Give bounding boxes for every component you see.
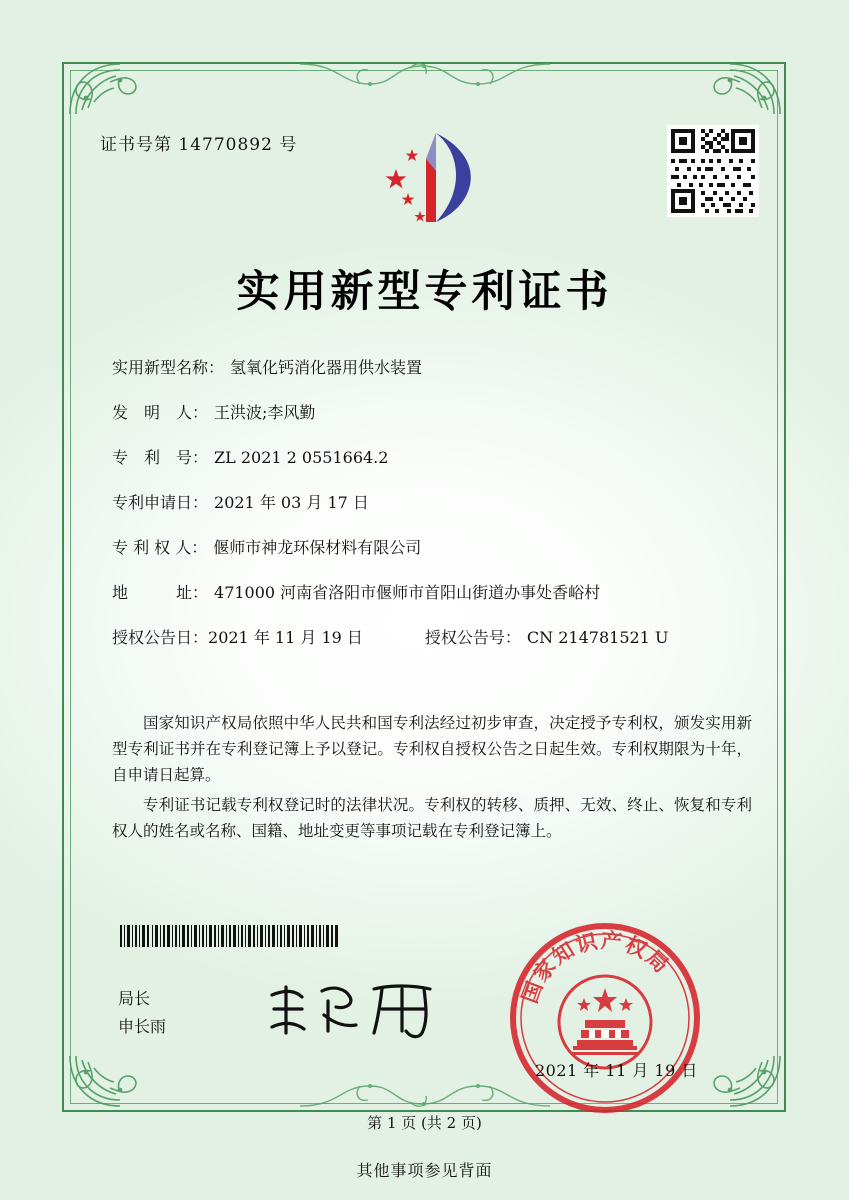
qr-code-icon	[667, 125, 759, 217]
corner-ornament-icon	[700, 1050, 786, 1112]
field-value: 氢氧化钙消化器用供水装置	[230, 358, 423, 377]
corner-ornament-icon	[64, 58, 150, 120]
field-row	[112, 490, 752, 513]
field-value: 471000 河南省洛阳市偃师市首阳山街道办事处香峪村	[214, 583, 601, 602]
signature-block	[118, 985, 166, 1041]
field-row	[112, 580, 752, 603]
field-row	[112, 355, 752, 378]
seal-date: 2021 年 11 月 19 日	[535, 1061, 698, 1080]
field-row	[112, 400, 752, 423]
legal-paragraph: 专利证书记载专利权登记时的法律状况。专利权的转移、质押、无效、终止、恢复和专利权人的姓名或名称、国籍、地址变更等事项记载在专利登记簿上。	[112, 796, 752, 840]
signature-name: 申长雨	[118, 1017, 167, 1036]
cnipa-logo-icon	[378, 125, 488, 230]
grant-row	[112, 625, 752, 648]
field-label: 专 利 号：	[112, 448, 209, 467]
handwritten-signature-icon	[262, 975, 462, 1045]
field-value: 偃师市神龙环保材料有限公司	[213, 538, 422, 557]
back-side-note: 其他事项参见背面	[356, 1161, 493, 1180]
field-label: 专 利 权 人：	[112, 538, 208, 557]
svg-text:国家知识产权局: 国家知识产权局	[516, 927, 676, 1007]
legal-paragraph: 国家知识产权局依照中华人民共和国专利法经过初步审查，决定授予专利权，颁发实用新型专利证书并在专利登记簿上予以登记。专利权自授权公告之日起生效。专利权期限为十年，自申请日起算。	[112, 714, 752, 784]
page-number-footer: 第 1 页 (共 2 页)	[367, 1114, 482, 1132]
field-value: ZL 2021 2 0551664.2	[214, 448, 389, 467]
barcode-icon	[120, 925, 338, 947]
grant-date-value: 2021 年 11 月 19 日	[208, 628, 363, 647]
field-value: 2021 年 03 月 17 日	[214, 493, 369, 512]
field-label: 专利申请日：	[112, 493, 209, 512]
grant-number-label: 授权公告号：	[424, 628, 521, 647]
field-label: 地 址：	[112, 583, 209, 602]
signature-role-label: 局长	[118, 989, 151, 1008]
red-official-seal-icon	[505, 918, 705, 1118]
corner-ornament-icon	[700, 58, 786, 120]
field-list	[112, 355, 752, 670]
field-row	[112, 445, 752, 468]
page-title: 实用新型专利证书	[236, 267, 613, 317]
field-row	[112, 535, 752, 558]
edge-ornament-icon	[300, 58, 550, 92]
grant-number-value: CN 214781521 U	[526, 628, 669, 647]
grant-date-label: 授权公告日：	[112, 628, 209, 647]
legal-text	[112, 710, 752, 848]
field-value: 王洪波;李风勤	[214, 403, 316, 422]
field-label: 发 明 人：	[112, 403, 209, 422]
corner-ornament-icon	[64, 1050, 150, 1112]
certificate-number: 证书号第 14770892 号	[100, 135, 298, 155]
field-label: 实用新型名称：	[112, 358, 225, 377]
